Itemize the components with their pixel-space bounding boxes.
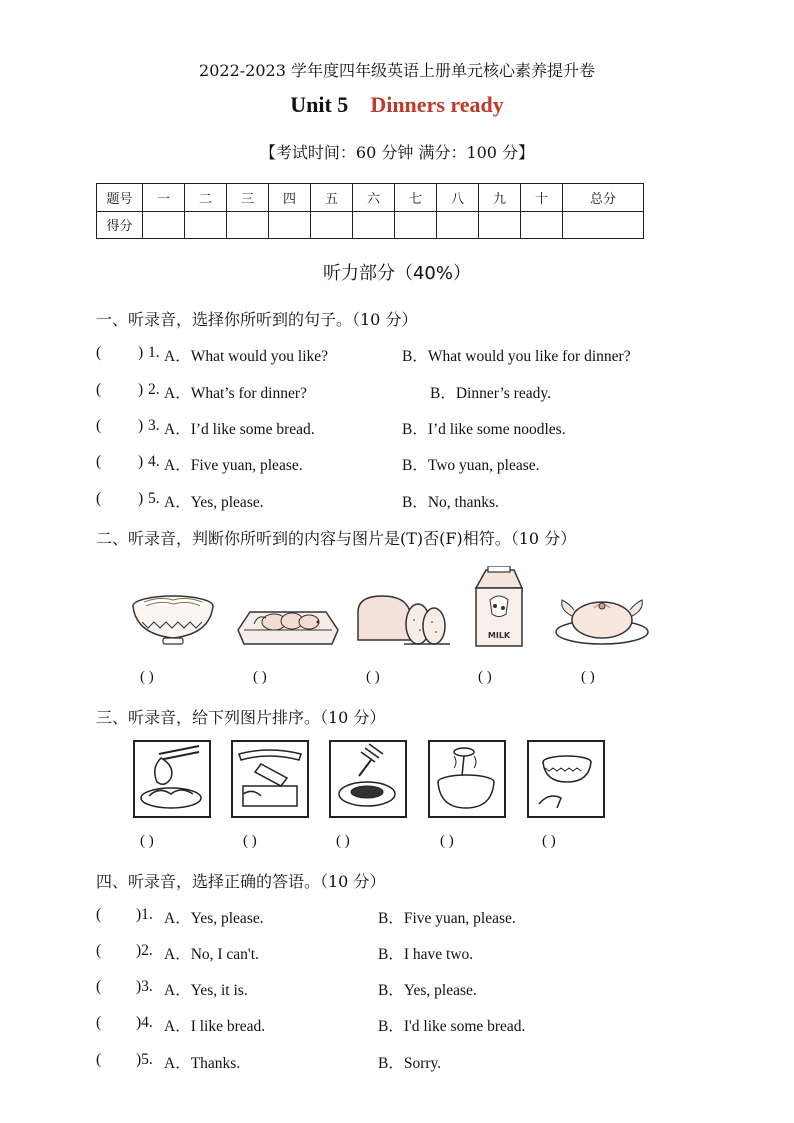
part1-title: 一、听录音，选择你所听到的句子。（10 分） [96, 310, 418, 329]
roast-chicken-icon [554, 588, 650, 648]
score-input-cell[interactable] [185, 211, 227, 239]
option-a: A．Yes, please. [164, 910, 264, 927]
score-cell: 二 [185, 184, 227, 212]
answer-paren-close[interactable]: ) [138, 381, 144, 398]
score-cell: 题号 [97, 184, 143, 212]
score-input-cell[interactable] [437, 211, 479, 239]
option-b: B．I have two. [378, 946, 474, 963]
score-cell: 四 [269, 184, 311, 212]
question-number: 2. [148, 381, 160, 398]
option-b: B．Yes, please. [378, 982, 477, 999]
fork-plate-icon [331, 742, 405, 816]
answer-paren-open[interactable]: ( [96, 381, 102, 398]
answer-paren-open[interactable]: ( [96, 490, 102, 507]
part3-title: 三、听录音，给下列图片排序。（10 分） [96, 708, 386, 727]
tf-answer-5[interactable]: ( ) [581, 669, 595, 685]
score-input-cell[interactable] [395, 211, 437, 239]
score-cell: 三 [227, 184, 269, 212]
knife-cutting-icon [233, 742, 307, 816]
option-a: A．Yes, it is. [164, 982, 248, 999]
milk-carton-icon [468, 566, 530, 650]
order-answer-2[interactable]: ( ) [243, 833, 257, 849]
option-a: A．I like bread. [164, 1018, 266, 1035]
option-b: B．No, thanks. [402, 494, 499, 511]
answer-paren-close[interactable]: ) [138, 490, 144, 507]
score-table-header-row [97, 184, 644, 212]
order-answer-4[interactable]: ( ) [440, 833, 454, 849]
order-answer-1[interactable]: ( ) [140, 833, 154, 849]
question-number: )5. [136, 1051, 153, 1068]
question-number: )4. [136, 1014, 153, 1031]
exam-info: 【考试时间：60 分钟 满分：100 分】 [259, 143, 535, 162]
score-input-cell[interactable] [353, 211, 395, 239]
answer-paren-open[interactable]: ( [96, 453, 102, 470]
answer-paren-close[interactable]: ) [138, 417, 144, 434]
listening-section-title: 听力部分（40%） [322, 263, 471, 284]
unit-name: Dinners ready [370, 92, 504, 117]
serving-bowl-icon [529, 742, 603, 816]
part2-title: 二、听录音，判断你所听到的内容与图片是(T)否(F)相符。（10 分） [96, 529, 577, 548]
answer-paren-open[interactable]: ( [96, 1051, 102, 1068]
tf-answer-2[interactable]: ( ) [253, 669, 267, 685]
paper-header: 2022-2023 学年度四年级英语上册单元核心素养提升卷 [199, 61, 595, 80]
score-input-cell[interactable] [143, 211, 185, 239]
score-input-cell[interactable] [563, 211, 644, 239]
option-b: B．Dinner’s ready. [430, 385, 551, 402]
answer-paren-open[interactable]: ( [96, 978, 102, 995]
tf-answer-3[interactable]: ( ) [366, 669, 380, 685]
fish-plate-icon [234, 600, 342, 648]
chopsticks-vegetables-icon [135, 742, 209, 816]
question-number: 3. [148, 417, 160, 434]
option-a: A．Thanks. [164, 1055, 241, 1072]
option-a: A．No, I can't. [164, 946, 259, 963]
option-b: B．Five yuan, please. [378, 910, 516, 927]
question-number: 5. [148, 490, 160, 507]
score-input-cell[interactable] [269, 211, 311, 239]
option-b: B．Two yuan, please. [402, 457, 540, 474]
option-a: A．Five yuan, please. [164, 457, 303, 474]
score-cell: 九 [479, 184, 521, 212]
order-picture-5 [527, 740, 605, 818]
bread-loaf-icon [354, 590, 454, 648]
score-input-cell[interactable] [311, 211, 353, 239]
option-b: B．Sorry. [378, 1055, 442, 1072]
question-number: )3. [136, 978, 153, 995]
tf-answer-1[interactable]: ( ) [140, 669, 154, 685]
option-b: B．I'd like some bread. [378, 1018, 526, 1035]
answer-paren-open[interactable]: ( [96, 906, 102, 923]
order-picture-3 [329, 740, 407, 818]
part4-title: 四、听录音，选择正确的答语。（10 分） [96, 872, 386, 891]
option-a: A．What would you like? [164, 348, 329, 365]
score-cell: 六 [353, 184, 395, 212]
option-a: A．Yes, please. [164, 494, 264, 511]
option-a: A．I’d like some bread. [164, 421, 315, 438]
unit-title [0, 92, 794, 118]
score-input-cell[interactable] [521, 211, 563, 239]
order-picture-4 [428, 740, 506, 818]
option-b: B．I’d like some noodles. [402, 421, 566, 438]
answer-paren-open[interactable]: ( [96, 344, 102, 361]
question-number: )2. [136, 942, 153, 959]
answer-paren-close[interactable]: ) [138, 344, 144, 361]
option-a: A．What’s for dinner? [164, 385, 307, 402]
order-picture-2 [231, 740, 309, 818]
score-cell: 总分 [563, 184, 644, 212]
question-number: 4. [148, 453, 160, 470]
order-picture-1 [133, 740, 211, 818]
noodles-bowl-icon [130, 592, 216, 652]
milk-label: MILK [487, 631, 511, 640]
unit-number: Unit 5 [290, 92, 349, 117]
score-cell: 一 [143, 184, 185, 212]
order-answer-3[interactable]: ( ) [336, 833, 350, 849]
score-cell: 十 [521, 184, 563, 212]
option-b: B．What would you like for dinner? [402, 348, 631, 365]
score-input-cell[interactable] [227, 211, 269, 239]
answer-paren-open[interactable]: ( [96, 942, 102, 959]
score-cell: 七 [395, 184, 437, 212]
answer-paren-open[interactable]: ( [96, 1014, 102, 1031]
score-table-score-row [97, 211, 644, 239]
answer-paren-open[interactable]: ( [96, 417, 102, 434]
score-cell: 五 [311, 184, 353, 212]
question-number: 1. [148, 344, 160, 361]
score-table [96, 183, 644, 239]
question-number: )1. [136, 906, 153, 923]
answer-paren-close[interactable]: ) [138, 453, 144, 470]
soup-bowl-icon [430, 742, 504, 816]
order-answer-5[interactable]: ( ) [542, 833, 556, 849]
tf-answer-4[interactable]: ( ) [478, 669, 492, 685]
score-cell: 八 [437, 184, 479, 212]
score-row-label: 得分 [97, 211, 143, 239]
score-input-cell[interactable] [479, 211, 521, 239]
